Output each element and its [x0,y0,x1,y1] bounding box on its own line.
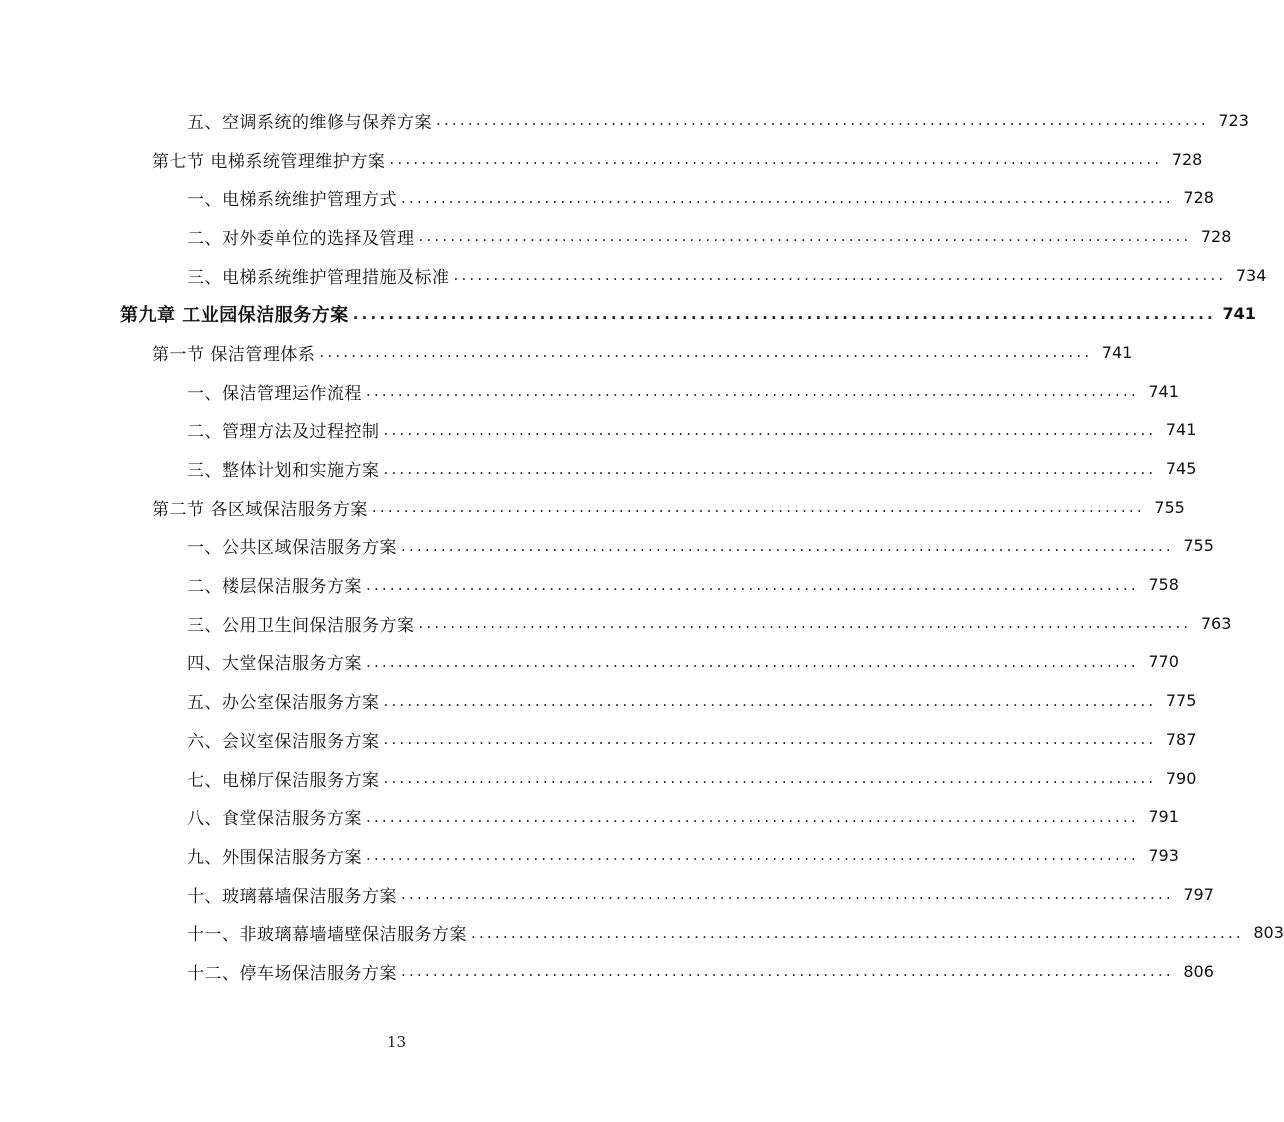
toc-entry[interactable] [0,488,1185,527]
toc-entry-label: 第二节 各区域保洁服务方案 [152,499,368,520]
toc-leader-dots: ................................................................................................. [401,962,1174,981]
toc-leader-dots: ................................................................................................. [436,111,1209,130]
toc-entry-page: 793 [1148,845,1179,865]
toc-entry[interactable] [0,913,1284,952]
toc-entry[interactable] [0,759,1197,798]
toc-entry[interactable] [0,565,1179,604]
toc-entry-label: 二、楼层保洁服务方案 [187,577,362,598]
toc-leader-dots: ................................................................................................. [319,343,1093,362]
toc-entry-page: 755 [1154,497,1185,517]
toc-entry-page: 741 [1165,420,1197,440]
toc-entry-label: 第一节 保洁管理体系 [152,344,316,365]
toc-entry-page: 770 [1148,652,1179,672]
toc-leader-dots: ................................................................................................. [401,188,1174,207]
toc-leader-dots: ................................................................................................. [371,498,1145,517]
toc-entry[interactable] [0,372,1179,411]
toc-entry-label: 六、会议室保洁服务方案 [187,731,380,752]
toc-chapter-entry[interactable] [0,294,1256,333]
toc-leader-dots: ................................................................................................. [401,885,1174,904]
toc-entry-page: 734 [1235,265,1267,285]
toc-entry[interactable] [0,952,1214,991]
toc-entry-page: 791 [1148,807,1179,827]
toc-entry[interactable] [0,333,1133,372]
toc-entry[interactable] [0,720,1197,759]
toc-leader-dots: ................................................................................................. [383,730,1157,749]
toc-entry-page: 797 [1183,884,1214,904]
toc-entry[interactable] [0,449,1197,488]
toc-entry-label: 三、整体计划和实施方案 [187,461,380,482]
toc-entry-page: 775 [1165,691,1197,711]
toc-entry-label: 第七节 电梯系统管理维护方案 [152,151,386,172]
toc-entry-page: 741 [1101,342,1133,362]
toc-entry[interactable] [0,527,1214,566]
toc-entry-label: 三、电梯系统维护管理措施及标准 [187,267,450,288]
toc-entry-page: 728 [1200,226,1232,246]
toc-entry[interactable] [0,604,1232,643]
toc-entry-page: 758 [1148,575,1179,595]
toc-entry[interactable] [0,140,1203,179]
toc-leader-dots: ................................................................................................. [366,652,1139,671]
toc-entry[interactable] [0,256,1267,295]
toc-leader-dots: ................................................................................................. [366,382,1139,401]
toc-leader-dots: ................................................................................................. [366,807,1139,826]
toc-entry-label: 九、外围保洁服务方案 [187,847,362,868]
toc-entry-label: 三、公用卫生间保洁服务方案 [187,615,415,636]
toc-entry-label: 一、电梯系统维护管理方式 [187,190,397,211]
toc-entry-label: 一、公共区域保洁服务方案 [187,538,397,559]
toc-leader-dots: ................................................................................................. [383,420,1157,439]
toc-leader-dots: ................................................................................................. [471,923,1244,942]
toc-entry[interactable] [0,178,1214,217]
toc-leader-dots: ................................................................................................. [389,150,1163,169]
toc-leader-dots: ................................................................................................. [366,575,1139,594]
toc-entry-page: 755 [1183,536,1214,556]
toc-entry[interactable] [0,411,1197,450]
toc-entry[interactable] [0,101,1249,140]
toc-leader-dots: ................................................................................................. [418,614,1192,633]
toc-leader-dots: ................................................................................................. [383,769,1157,788]
toc-entry-label: 十、玻璃幕墙保洁服务方案 [187,886,397,907]
toc-entry-page: 806 [1183,961,1214,981]
toc-entry[interactable] [0,875,1214,914]
toc-leader-dots: ................................................................................................. [418,227,1192,246]
toc-entry-label: 五、空调系统的维修与保养方案 [187,112,432,133]
toc-entry-page: 728 [1183,188,1214,208]
toc-leader-dots: ................................................................................................. [383,459,1157,478]
page-number: 13 [386,1033,407,1051]
toc-entry-label: 七、电梯厅保洁服务方案 [187,770,380,791]
toc-leader-dots: ................................................................................................. [453,266,1227,285]
toc-entry[interactable] [0,797,1179,836]
toc-entry[interactable] [0,643,1179,682]
table-of-contents [0,101,1284,991]
toc-entry-label: 第九章 工业园保洁服务方案 [120,304,349,326]
toc-leader-dots: ................................................................................................. [383,691,1157,710]
toc-entry[interactable] [0,836,1179,875]
toc-entry-page: 741 [1222,304,1256,324]
toc-leader-dots: ................................................................................................. [401,536,1174,555]
toc-entry-page: 790 [1165,768,1197,788]
toc-entry-label: 十一、非玻璃幕墙墙壁保洁服务方案 [187,925,467,946]
toc-entry-label: 一、保洁管理运作流程 [187,383,362,404]
toc-entry-label: 五、办公室保洁服务方案 [187,693,380,714]
toc-entry-page: 745 [1165,459,1197,479]
toc-entry-label: 八、食堂保洁服务方案 [187,809,362,830]
toc-entry[interactable] [0,681,1197,720]
toc-leader-dots: ................................................................................................. [366,846,1139,865]
toc-entry[interactable] [0,217,1232,256]
toc-entry-page: 763 [1200,613,1232,633]
toc-entry-label: 二、对外委单位的选择及管理 [187,228,415,249]
toc-entry-label: 二、管理方法及过程控制 [187,422,380,443]
toc-leader-dots: ................................................................................................. [352,304,1216,323]
toc-entry-page: 741 [1148,381,1179,401]
toc-entry-page: 787 [1165,729,1197,749]
toc-entry-page: 728 [1171,149,1203,169]
toc-entry-label: 四、大堂保洁服务方案 [187,654,362,675]
toc-entry-page: 803 [1253,923,1284,943]
toc-entry-label: 十二、停车场保洁服务方案 [187,963,397,984]
toc-entry-page: 723 [1218,110,1249,130]
